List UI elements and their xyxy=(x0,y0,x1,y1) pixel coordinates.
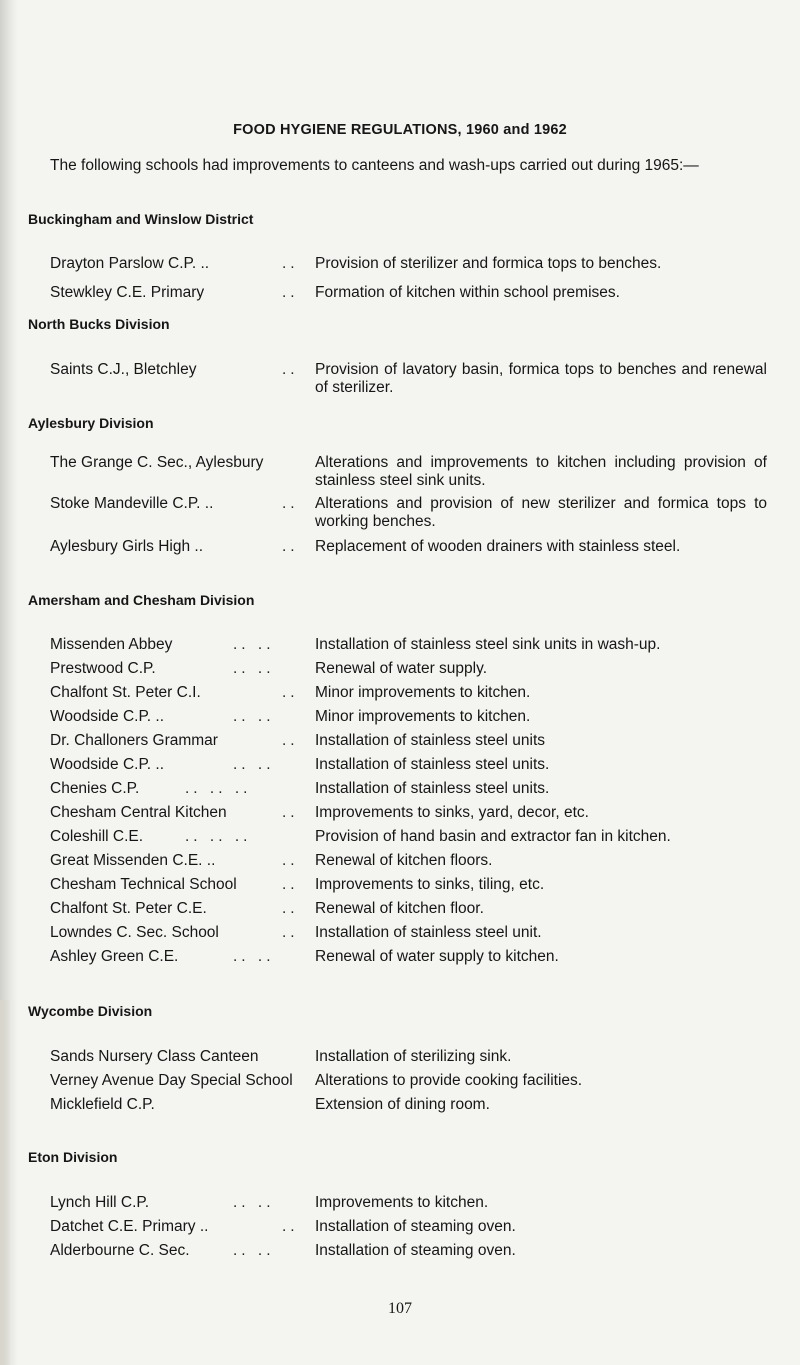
school-name: Stewkley C.E. Primary xyxy=(50,284,205,301)
dot-leader: .. xyxy=(282,852,299,869)
dot-leader: .. .. xyxy=(233,948,275,965)
improvement-description: Replacement of wooden drainers with stainless steel. xyxy=(315,538,681,555)
dot-leader: .. xyxy=(282,804,299,821)
improvement-description: Extension of dining room. xyxy=(315,1096,490,1113)
improvement-description: Installation of stainless steel sink units in wash-up. xyxy=(315,636,661,653)
improvement-description: Provision of lavatory basin, formica tops to benches and renewal of sterilizer. xyxy=(315,361,767,396)
school-name: Chalfont St. Peter C.E. xyxy=(50,900,207,917)
improvement-description: Installation of steaming oven. xyxy=(315,1242,516,1259)
improvement-description: Installation of sterilizing sink. xyxy=(315,1048,512,1065)
school-name: Missenden Abbey xyxy=(50,636,173,653)
dot-leader: .. xyxy=(282,732,299,749)
improvement-description: Installation of stainless steel units xyxy=(315,732,546,749)
dot-leader: .. .. xyxy=(233,756,275,773)
school-name: Chesham Central Kitchen xyxy=(50,804,227,821)
improvement-description: Improvements to sinks, tiling, etc. xyxy=(315,876,545,893)
school-name: Alderbourne C. Sec. xyxy=(50,1242,190,1259)
improvement-description: Alterations and improvements to kitchen including provision of stainless steel sink units. xyxy=(315,454,767,489)
improvement-description: Installation of stainless steel unit. xyxy=(315,924,542,941)
improvement-description: Renewal of water supply to kitchen. xyxy=(315,948,559,965)
school-name: Chenies C.P. xyxy=(50,780,140,797)
dot-leader: .. xyxy=(282,924,299,941)
school-name: Sands Nursery Class Canteen xyxy=(50,1048,259,1065)
improvement-description: Installation of stainless steel units. xyxy=(315,756,550,773)
dot-leader: .. .. xyxy=(233,708,275,725)
school-name: Aylesbury Girls High .. xyxy=(50,538,204,555)
dot-leader: .. .. xyxy=(233,660,275,677)
improvement-description: Formation of kitchen within school premises. xyxy=(315,284,620,301)
improvement-description: Provision of hand basin and extractor fan in kitchen. xyxy=(315,828,671,845)
improvement-description: Improvements to kitchen. xyxy=(315,1194,489,1211)
school-name: Woodside C.P. .. xyxy=(50,708,165,725)
intro-text: The following schools had improvements to canteens and wash-ups carried out during 1965:— xyxy=(50,157,699,174)
school-name: Coleshill C.E. xyxy=(50,828,144,845)
school-name: Verney Avenue Day Special School xyxy=(50,1072,293,1089)
section-heading-aylesbury: Aylesbury Division xyxy=(28,415,154,431)
dot-leader: .. xyxy=(282,284,299,301)
school-name: Saints C.J., Bletchley xyxy=(50,361,197,378)
dot-leader: .. xyxy=(282,876,299,893)
improvement-description: Alterations and provision of new sterilizer and formica tops to working benches. xyxy=(315,495,767,530)
section-heading-buckingham: Buckingham and Winslow District xyxy=(28,211,254,227)
improvement-description: Alterations to provide cooking facilities. xyxy=(315,1072,583,1089)
dot-leader: .. xyxy=(282,684,299,701)
school-name: Chesham Technical School xyxy=(50,876,237,893)
page-title: FOOD HYGIENE REGULATIONS, 1960 and 1962 xyxy=(233,122,567,138)
section-heading-amersham: Amersham and Chesham Division xyxy=(28,592,255,608)
dot-leader: .. .. .. xyxy=(185,780,252,797)
school-name: Stoke Mandeville C.P. .. xyxy=(50,495,214,512)
school-name: Dr. Challoners Grammar xyxy=(50,732,218,749)
dot-leader: .. .. xyxy=(233,1242,275,1259)
improvement-description: Renewal of kitchen floor. xyxy=(315,900,484,917)
improvement-description: Renewal of water supply. xyxy=(315,660,488,677)
dot-leader: .. xyxy=(282,1218,299,1235)
dot-leader: .. xyxy=(282,361,299,378)
school-name: Ashley Green C.E. xyxy=(50,948,179,965)
school-name: The Grange C. Sec., Aylesbury xyxy=(50,454,264,471)
improvement-description: Minor improvements to kitchen. xyxy=(315,708,531,725)
dot-leader: .. xyxy=(282,495,299,512)
dot-leader: .. xyxy=(282,255,299,272)
school-name: Micklefield C.P. xyxy=(50,1096,155,1113)
school-name: Woodside C.P. .. xyxy=(50,756,165,773)
section-heading-north-bucks: North Bucks Division xyxy=(28,316,170,332)
dot-leader: .. xyxy=(282,900,299,917)
dot-leader: .. .. .. xyxy=(185,828,252,845)
school-name: Prestwood C.P. xyxy=(50,660,156,677)
improvement-description: Installation of stainless steel units. xyxy=(315,780,550,797)
improvement-description: Provision of sterilizer and formica tops to benches. xyxy=(315,255,662,272)
improvement-description: Installation of steaming oven. xyxy=(315,1218,516,1235)
section-heading-wycombe: Wycombe Division xyxy=(28,1003,153,1019)
school-name: Datchet C.E. Primary .. xyxy=(50,1218,209,1235)
school-name: Great Missenden C.E. .. xyxy=(50,852,216,869)
school-name: Lynch Hill C.P. xyxy=(50,1194,150,1211)
improvement-description: Renewal of kitchen floors. xyxy=(315,852,493,869)
school-name: Chalfont St. Peter C.I. xyxy=(50,684,201,701)
section-heading-eton: Eton Division xyxy=(28,1149,118,1165)
school-name: Lowndes C. Sec. School xyxy=(50,924,219,941)
page-number: 107 xyxy=(388,1300,412,1317)
improvement-description: Minor improvements to kitchen. xyxy=(315,684,531,701)
dot-leader: .. .. xyxy=(233,636,275,653)
improvement-description: Improvements to sinks, yard, decor, etc. xyxy=(315,804,589,821)
school-name: Drayton Parslow C.P. .. xyxy=(50,255,210,272)
dot-leader: .. xyxy=(282,538,299,555)
dot-leader: .. .. xyxy=(233,1194,275,1211)
